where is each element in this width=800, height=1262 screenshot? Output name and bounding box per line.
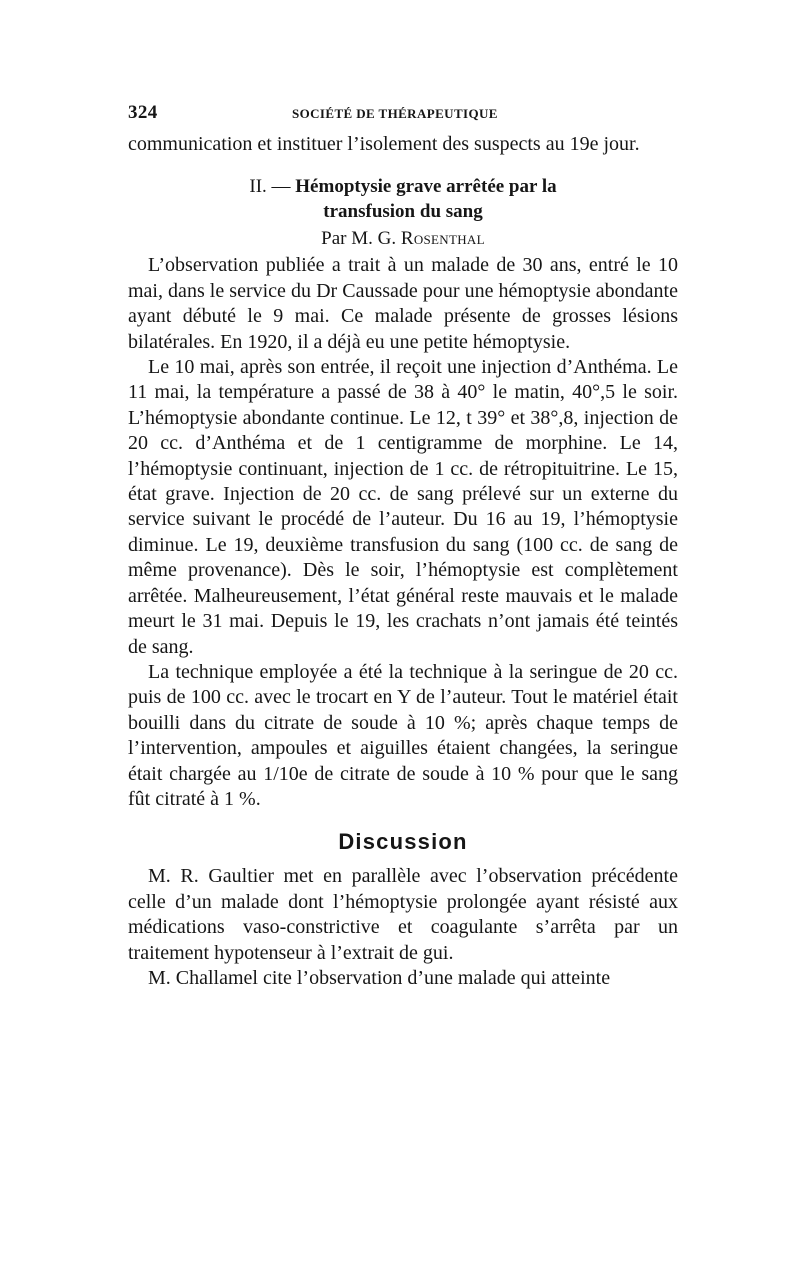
intro-paragraph: communication et instituer l’isolement des suspects au 19e jour. <box>128 133 640 155</box>
section-number: II. — <box>249 176 291 198</box>
journal-title: SOCIÉTÉ DE THÉRAPEUTIQUE <box>292 106 498 121</box>
section-title-line-2: transfusion du sang <box>323 201 483 223</box>
book-page <box>128 102 678 991</box>
technique-paragraph: La technique employée a été la technique à la seringue de 20 cc. puis de 100 cc. avec le trocart en Y de l’auteur. Tout le matériel était bouilli dans du citrate de soude à 10 %; après chaque temps de l’intervention, ampoules et aiguilles étaient changées, la seringue était chargée au 1/10e de citrate de soude à 10 % pour que le sang fût citraté à 1 %. <box>128 660 678 810</box>
page-number: 324 <box>128 102 158 123</box>
challamel-paragraph: M. Challamel cite l’observation d’une malade qui atteinte <box>148 966 611 989</box>
section-title-text-1: Hémoptysie grave arrêtée par la <box>295 176 557 198</box>
discussion-heading: Discussion <box>338 829 468 855</box>
section-title <box>128 174 678 224</box>
byline-author: Rosenthal <box>400 228 485 250</box>
section-title-line-1 <box>128 174 678 199</box>
observation-paragraph: L’observation publiée a trait à un malade de 30 ans, entré le 10 mai, dans le service du Dr Caussade pour une hémoptysie abondante ayant débuté le 9 mai. Ce malade présente de grosses lésions bilatérales. En 1920, il a déjà eu une petite hémoptysie. <box>128 254 678 353</box>
byline <box>128 226 678 251</box>
byline-prefix: Par M. G. <box>321 228 397 250</box>
gaultier-paragraph: M. R. Gaultier met en parallèle avec l’observation précédente celle d’un malade dont l’hémoptysie prolongée ayant résisté aux médications vaso-constrictive et coagulante s’arrêta par un traitement hypotenseur à l’extrait de gui. <box>128 865 678 964</box>
running-header <box>128 102 678 132</box>
case-course-paragraph: Le 10 mai, après son entrée, il reçoit une injection d’Anthéma. Le 11 mai, la température a passé de 38 à 40° le matin, 40°,5 le soir. L’hémoptysie abondante continue. Le 12, t 39° et 38°,8, injection de 20 cc. d’Anthéma et de 1 centigramme de morphine. Le 14, l’hémoptysie continuant, injection de 1 cc. de rétropituitrine. Le 15, état grave. Injection de 20 cc. de sang prélevé sur un externe du service suivant le procédé de l’auteur. Du 16 au 19, l’hémoptysie diminue. Le 19, deuxième transfusion du sang (100 cc. de sang de même provenance). Dès le soir, l’hémoptysie est complètement arrêtée. Malheureusement, l’état général reste mauvais et le malade meurt le 31 mai. Depuis le 19, les crachats n’ont jamais été teintés de sang. <box>128 356 678 658</box>
